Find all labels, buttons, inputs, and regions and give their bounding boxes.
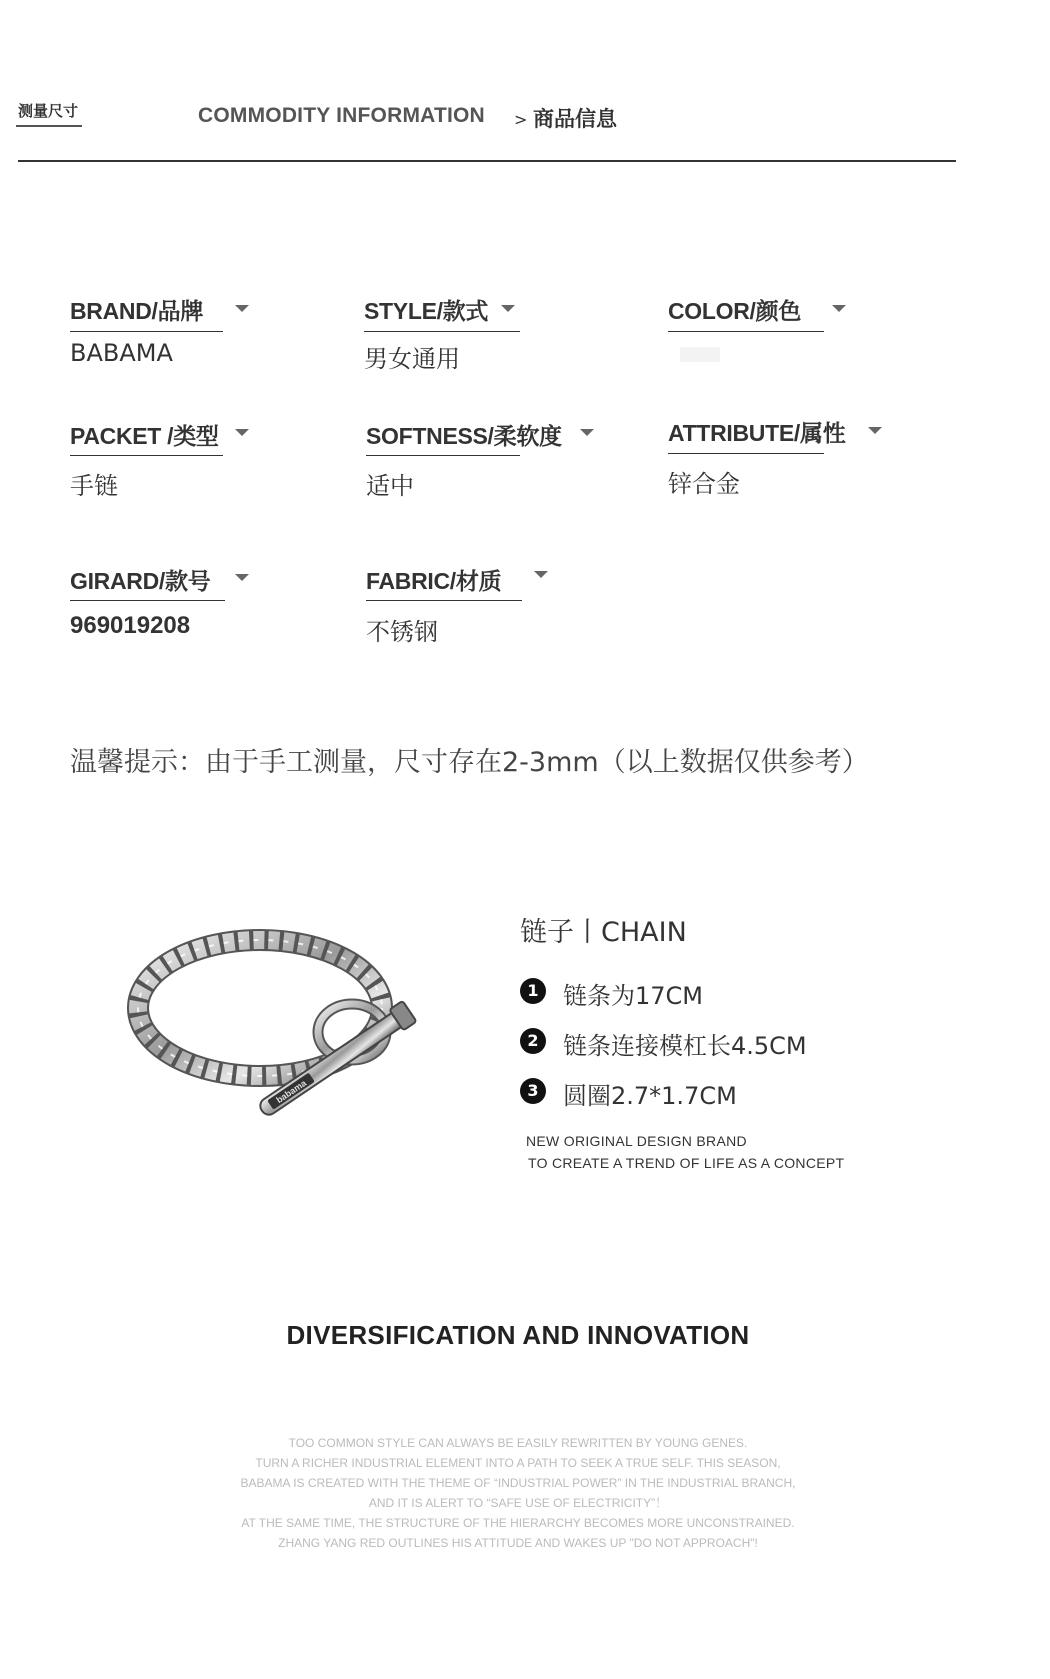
- chevron-down-icon: [235, 429, 249, 436]
- attr-girard-label: GIRARD/款号: [70, 568, 211, 594]
- chain-title: 链子丨CHAIN: [520, 917, 687, 948]
- innovation-paragraph: [0, 1433, 1036, 1553]
- number-badge-icon: 1: [520, 978, 546, 1004]
- measurement-note: 温馨提示：由于手工测量，尺寸存在2-3mm（以上数据仅供参考）: [70, 747, 869, 778]
- paragraph-line: ZHANG YANG RED OUTLINES HIS ATTITUDE AND WAKES UP "DO NOT APPROACH"!: [278, 1536, 758, 1550]
- attr-softness-value: 适中: [366, 472, 414, 500]
- measure-size-tab[interactable]: 测量尺寸: [18, 102, 79, 120]
- chevron-down-icon: [832, 305, 846, 312]
- spec-item: 链条为17CM: [563, 982, 704, 1010]
- paragraph-line: AT THE SAME TIME, THE STRUCTURE OF THE HIERARCHY BECOMES MORE UNCONSTRAINED.: [241, 1516, 795, 1530]
- spec-item: 圆圈2.7*1.7CM: [563, 1082, 737, 1110]
- chevron-down-icon: [235, 574, 249, 581]
- attr-style-underline: [364, 331, 520, 332]
- attr-girard-underline: [70, 600, 225, 601]
- color-swatch: [680, 347, 720, 362]
- attr-fabric-value: 不锈钢: [366, 618, 438, 646]
- attr-packet-label: PACKET /类型: [70, 423, 219, 449]
- bar-engraving: babama: [274, 1077, 309, 1106]
- attr-style-label: STYLE/款式: [364, 298, 489, 324]
- chevron-down-icon: [580, 429, 594, 436]
- attr-attribute-value: 锌合金: [668, 470, 740, 498]
- section-title: COMMODITY INFORMATION: [198, 104, 485, 127]
- paragraph-line: AND IT IS ALERT TO “SAFE USE OF ELECTRICITY”！: [368, 1496, 668, 1510]
- bracelet-image: [120, 920, 440, 1120]
- attr-style-value: 男女通用: [364, 345, 460, 373]
- attr-brand-underline: [70, 331, 223, 332]
- attr-brand-value: BABAMA: [70, 339, 173, 367]
- header-divider: [18, 160, 956, 162]
- breadcrumb-separator: >: [514, 110, 528, 129]
- attr-girard-value: 969019208: [70, 612, 191, 639]
- paragraph-line: BABAMA IS CREATED WITH THE THEME OF “INDUSTRIAL POWER” IN THE INDUSTRIAL BRANCH,: [240, 1476, 796, 1490]
- slogan-line: TO CREATE A TREND OF LIFE AS A CONCEPT: [528, 1155, 845, 1171]
- attr-attribute-label: ATTRIBUTE/属性: [668, 420, 846, 446]
- paragraph-line: TURN A RICHER INDUSTRIAL ELEMENT INTO A PATH TO SEEK A TRUE SELF. THIS SEASON,: [255, 1456, 781, 1470]
- chevron-down-icon: [235, 305, 249, 312]
- section-title-cn: 商品信息: [533, 107, 617, 131]
- attr-softness-label: SOFTNESS/柔软度: [366, 423, 562, 449]
- attr-fabric-label: FABRIC/材质: [366, 568, 502, 594]
- number-badge-icon: 2: [520, 1028, 546, 1054]
- attr-packet-value: 手链: [70, 472, 118, 500]
- attr-softness-underline: [366, 455, 520, 456]
- innovation-title: DIVERSIFICATION AND INNOVATION: [286, 1320, 750, 1350]
- slogan-line: NEW ORIGINAL DESIGN BRAND: [526, 1133, 747, 1149]
- spec-item: 链条连接模杠长4.5CM: [563, 1032, 807, 1060]
- attr-brand-label: BRAND/品牌: [70, 298, 204, 324]
- attr-attribute-underline: [668, 453, 824, 454]
- chevron-down-icon: [501, 305, 515, 312]
- attr-packet-underline: [70, 455, 223, 456]
- measure-size-tab-underline: [16, 125, 82, 127]
- chevron-down-icon: [868, 427, 882, 434]
- chevron-down-icon: [534, 571, 548, 578]
- paragraph-line: TOO COMMON STYLE CAN ALWAYS BE EASILY REWRITTEN BY YOUNG GENES.: [288, 1436, 748, 1450]
- number-badge-icon: 3: [520, 1078, 546, 1104]
- attr-color-underline: [668, 331, 824, 332]
- attr-fabric-underline: [366, 600, 522, 601]
- attr-color-label: COLOR/颜色: [668, 298, 802, 324]
